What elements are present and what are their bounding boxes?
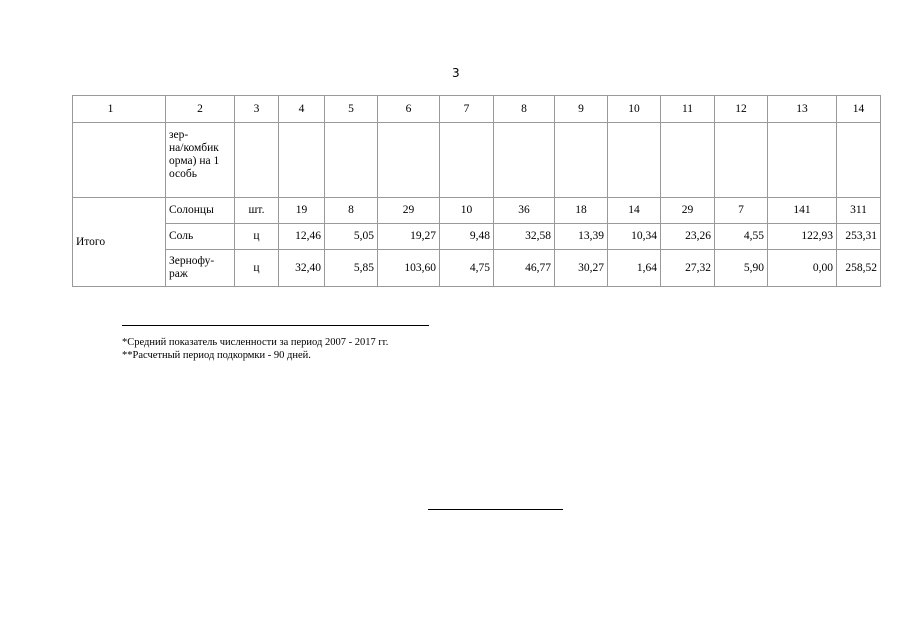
value-cell: 1,64 xyxy=(608,250,661,287)
footnote-1: *Средний показатель численности за период 2007 - 2017 гг. xyxy=(122,337,389,348)
table-cell xyxy=(661,123,715,198)
header-cell: 13 xyxy=(768,96,837,123)
table-row xyxy=(73,123,881,198)
value-cell: 23,26 xyxy=(661,224,715,250)
value-cell: 19,27 xyxy=(378,224,440,250)
value-cell: 29 xyxy=(378,198,440,224)
page-number: 3 xyxy=(452,66,460,80)
unit-cell: шт. xyxy=(235,198,279,224)
value-cell: 13,39 xyxy=(555,224,608,250)
table-cell xyxy=(494,123,555,198)
value-cell: 122,93 xyxy=(768,224,837,250)
value-cell: 19 xyxy=(279,198,325,224)
value-cell: 12,46 xyxy=(279,224,325,250)
table-cell xyxy=(73,123,166,198)
value-cell: 141 xyxy=(768,198,837,224)
table-cell xyxy=(715,123,768,198)
header-cell: 5 xyxy=(325,96,378,123)
continuation-cell: зер- на/комбик орма) на 1 особь xyxy=(166,123,235,198)
value-cell: 29 xyxy=(661,198,715,224)
value-cell: 0,00 xyxy=(768,250,837,287)
value-cell: 103,60 xyxy=(378,250,440,287)
header-cell: 2 xyxy=(166,96,235,123)
value-cell: 258,52 xyxy=(837,250,881,287)
header-cell: 10 xyxy=(608,96,661,123)
table-cell xyxy=(235,123,279,198)
row-name-cell: Зернофу- раж xyxy=(166,250,235,287)
value-cell: 9,48 xyxy=(440,224,494,250)
value-cell: 5,90 xyxy=(715,250,768,287)
value-cell: 8 xyxy=(325,198,378,224)
table-header-row xyxy=(73,96,881,123)
table-cell xyxy=(555,123,608,198)
table-row xyxy=(73,198,881,224)
table-row xyxy=(73,224,881,250)
header-cell: 11 xyxy=(661,96,715,123)
header-cell: 1 xyxy=(73,96,166,123)
value-cell: 46,77 xyxy=(494,250,555,287)
signature-line xyxy=(428,509,563,510)
unit-cell: ц xyxy=(235,250,279,287)
value-cell: 10,34 xyxy=(608,224,661,250)
table-cell xyxy=(378,123,440,198)
value-cell: 14 xyxy=(608,198,661,224)
table-cell xyxy=(279,123,325,198)
footnote-divider xyxy=(122,325,429,326)
header-cell: 4 xyxy=(279,96,325,123)
value-cell: 5,05 xyxy=(325,224,378,250)
header-cell: 14 xyxy=(837,96,881,123)
table-cell xyxy=(608,123,661,198)
row-name-cell: Солонцы xyxy=(166,198,235,224)
table-cell xyxy=(440,123,494,198)
header-cell: 6 xyxy=(378,96,440,123)
value-cell: 18 xyxy=(555,198,608,224)
table-cell xyxy=(837,123,881,198)
footnote-2: **Расчетный период подкормки - 90 дней. xyxy=(122,350,311,361)
value-cell: 253,31 xyxy=(837,224,881,250)
header-cell: 7 xyxy=(440,96,494,123)
feeding-table xyxy=(72,95,881,287)
footnotes xyxy=(122,336,388,362)
header-cell: 3 xyxy=(235,96,279,123)
header-cell: 8 xyxy=(494,96,555,123)
header-cell: 12 xyxy=(715,96,768,123)
row-name-cell: Соль xyxy=(166,224,235,250)
value-cell: 32,58 xyxy=(494,224,555,250)
table-row xyxy=(73,250,881,287)
value-cell: 4,55 xyxy=(715,224,768,250)
value-cell: 4,75 xyxy=(440,250,494,287)
value-cell: 27,32 xyxy=(661,250,715,287)
header-cell: 9 xyxy=(555,96,608,123)
value-cell: 311 xyxy=(837,198,881,224)
value-cell: 7 xyxy=(715,198,768,224)
table-cell xyxy=(325,123,378,198)
value-cell: 36 xyxy=(494,198,555,224)
value-cell: 5,85 xyxy=(325,250,378,287)
value-cell: 10 xyxy=(440,198,494,224)
group-label-cell: Итого xyxy=(73,198,166,287)
value-cell: 32,40 xyxy=(279,250,325,287)
value-cell: 30,27 xyxy=(555,250,608,287)
unit-cell: ц xyxy=(235,224,279,250)
table-cell xyxy=(768,123,837,198)
